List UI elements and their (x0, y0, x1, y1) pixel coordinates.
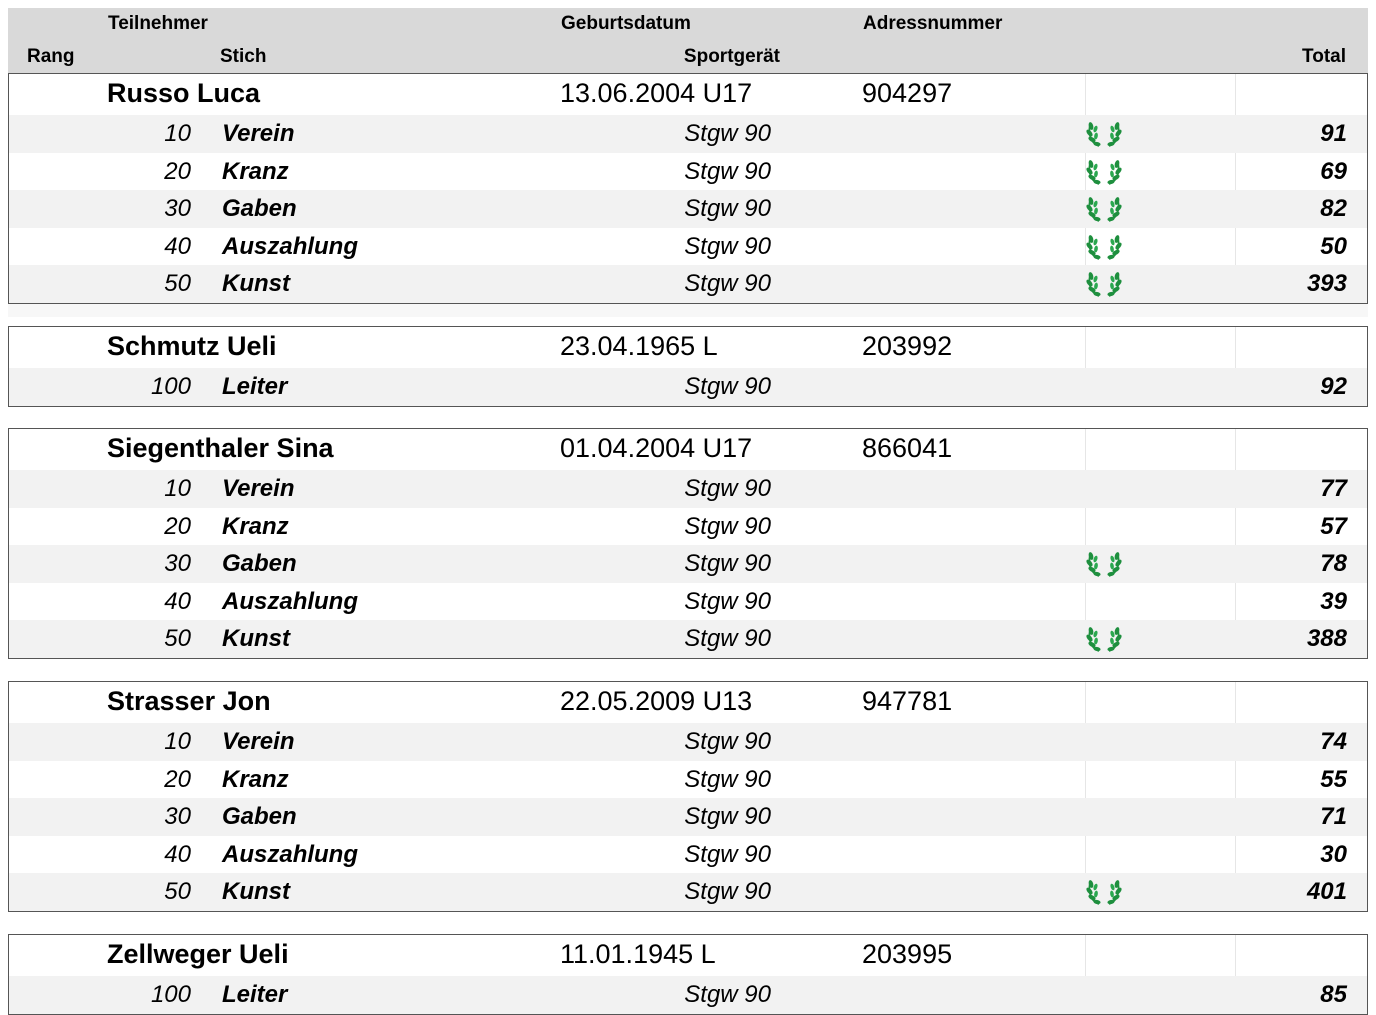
stich-row (9, 190, 1367, 228)
stich-total: 57 (1320, 512, 1347, 540)
stich-name: Kranz (222, 765, 289, 793)
header-total: Total (1302, 46, 1346, 67)
stich-number: 10 (164, 728, 191, 755)
sport-device: Stgw 90 (684, 625, 771, 653)
stich-name: Kranz (222, 512, 289, 540)
laurel-wreath-icon (1086, 269, 1122, 299)
stich-total: 85 (1320, 981, 1347, 1008)
participant-address-number: 947781 (862, 686, 953, 716)
stich-row (9, 265, 1367, 303)
stich-number: 40 (164, 587, 191, 615)
stich-name: Gaben (222, 803, 297, 831)
laurel-wreath-icon (1086, 157, 1122, 187)
stich-number: 50 (164, 878, 191, 906)
stich-row (9, 873, 1367, 911)
participant-address-number: 203995 (862, 939, 953, 969)
stich-name: Auszahlung (222, 840, 358, 868)
sport-device: Stgw 90 (684, 232, 771, 260)
stich-number: 10 (164, 120, 191, 147)
stich-name: Kunst (222, 270, 290, 298)
participant-name: Siegenthaler Sina (107, 433, 334, 463)
header-adressnummer: Adressnummer (863, 13, 1003, 34)
sport-device: Stgw 90 (684, 550, 771, 578)
stich-total: 388 (1306, 625, 1347, 653)
participant-row (9, 327, 1367, 368)
participant-block (8, 73, 1368, 304)
laurel-wreath-icon (1086, 624, 1122, 654)
participant-row (9, 682, 1367, 723)
stich-total: 91 (1320, 120, 1347, 147)
participant-address-number: 203992 (862, 331, 953, 361)
stich-name: Gaben (222, 550, 297, 578)
sport-device: Stgw 90 (684, 878, 771, 906)
participant-address-number: 866041 (862, 433, 953, 463)
participant-birthdate: 22.05.2009 U13 (560, 686, 753, 716)
participant-row (9, 74, 1367, 115)
stich-name: Verein (222, 120, 295, 147)
stich-number: 30 (164, 550, 191, 578)
stich-total: 39 (1320, 587, 1347, 615)
stich-number: 20 (164, 157, 191, 185)
participant-row (9, 429, 1367, 470)
sport-device: Stgw 90 (684, 840, 771, 868)
stich-name: Kranz (222, 157, 289, 185)
stich-total: 69 (1320, 157, 1347, 185)
stich-row (9, 470, 1367, 508)
laurel-wreath-icon (1086, 232, 1122, 262)
stich-name: Auszahlung (222, 587, 358, 615)
sport-device: Stgw 90 (684, 195, 771, 223)
sport-device: Stgw 90 (684, 270, 771, 298)
stich-row (9, 761, 1367, 799)
stich-row (9, 115, 1367, 153)
laurel-wreath-icon (1086, 119, 1122, 149)
stich-row (9, 620, 1367, 658)
stich-row (9, 583, 1367, 621)
stich-name: Kunst (222, 878, 290, 906)
participant-birthdate: 01.04.2004 U17 (560, 433, 753, 463)
stich-name: Verein (222, 728, 295, 755)
stich-number: 40 (164, 232, 191, 260)
sport-device: Stgw 90 (684, 587, 771, 615)
table-header (8, 8, 1368, 73)
stich-number: 40 (164, 840, 191, 868)
sport-device: Stgw 90 (684, 157, 771, 185)
stich-row (9, 836, 1367, 874)
stich-row (9, 508, 1367, 546)
stich-row (9, 228, 1367, 266)
stich-number: 10 (164, 475, 191, 502)
participant-block (8, 428, 1368, 659)
participant-block (8, 934, 1368, 1015)
participant-birthdate: 11.01.1945 L (560, 939, 716, 969)
header-rang: Rang (27, 46, 75, 67)
sport-device: Stgw 90 (684, 512, 771, 540)
stich-total: 78 (1320, 550, 1347, 578)
laurel-wreath-icon (1086, 877, 1122, 907)
header-stich: Stich (220, 46, 267, 67)
stich-name: Auszahlung (222, 232, 358, 260)
participant-name: Zellweger Ueli (107, 939, 289, 969)
stich-total: 50 (1320, 232, 1347, 260)
sport-device: Stgw 90 (684, 803, 771, 831)
stich-row (9, 723, 1367, 761)
participant-block (8, 326, 1368, 407)
participant-block (8, 681, 1368, 912)
stich-name: Verein (222, 475, 295, 502)
participant-row (9, 935, 1367, 976)
stich-row (9, 153, 1367, 191)
stich-total: 393 (1306, 270, 1347, 298)
participant-birthdate: 23.04.1965 L (560, 331, 718, 361)
stich-total: 401 (1306, 878, 1347, 906)
participant-name: Strasser Jon (107, 686, 271, 716)
stich-total: 74 (1320, 728, 1347, 755)
participant-birthdate: 13.06.2004 U17 (560, 78, 753, 108)
stich-total: 77 (1320, 475, 1347, 502)
stich-name: Gaben (222, 195, 297, 223)
laurel-wreath-icon (1086, 549, 1122, 579)
header-sportgeraet: Sportgerät (683, 46, 780, 67)
stich-number: 30 (164, 803, 191, 831)
stich-name: Leiter (222, 373, 288, 400)
stich-total: 55 (1320, 765, 1347, 793)
stich-number: 50 (164, 625, 191, 653)
stich-name: Leiter (222, 981, 288, 1008)
stich-number: 50 (164, 270, 191, 298)
stich-total: 30 (1320, 840, 1347, 868)
participant-name: Schmutz Ueli (107, 331, 277, 361)
stich-row (9, 798, 1367, 836)
stich-total: 92 (1320, 373, 1347, 400)
sport-device: Stgw 90 (684, 373, 771, 400)
sport-device: Stgw 90 (684, 475, 771, 502)
participant-address-number: 904297 (862, 78, 953, 108)
stich-number: 20 (164, 512, 191, 540)
stich-number: 100 (150, 981, 191, 1008)
stich-number: 30 (164, 195, 191, 223)
stich-number: 100 (150, 373, 191, 400)
sport-device: Stgw 90 (684, 120, 771, 147)
stich-number: 20 (164, 765, 191, 793)
stich-total: 71 (1320, 803, 1347, 831)
header-geburtsdatum: Geburtsdatum (561, 13, 691, 34)
sport-device: Stgw 90 (684, 981, 771, 1008)
sport-device: Stgw 90 (684, 765, 771, 793)
header-teilnehmer: Teilnehmer (108, 13, 208, 34)
stich-total: 82 (1320, 195, 1347, 223)
sport-device: Stgw 90 (684, 728, 771, 755)
stich-row (9, 368, 1367, 406)
spacer-band (8, 303, 1368, 317)
participant-name: Russo Luca (107, 78, 261, 108)
stich-name: Kunst (222, 625, 290, 653)
laurel-wreath-icon (1086, 194, 1122, 224)
stich-row (9, 545, 1367, 583)
